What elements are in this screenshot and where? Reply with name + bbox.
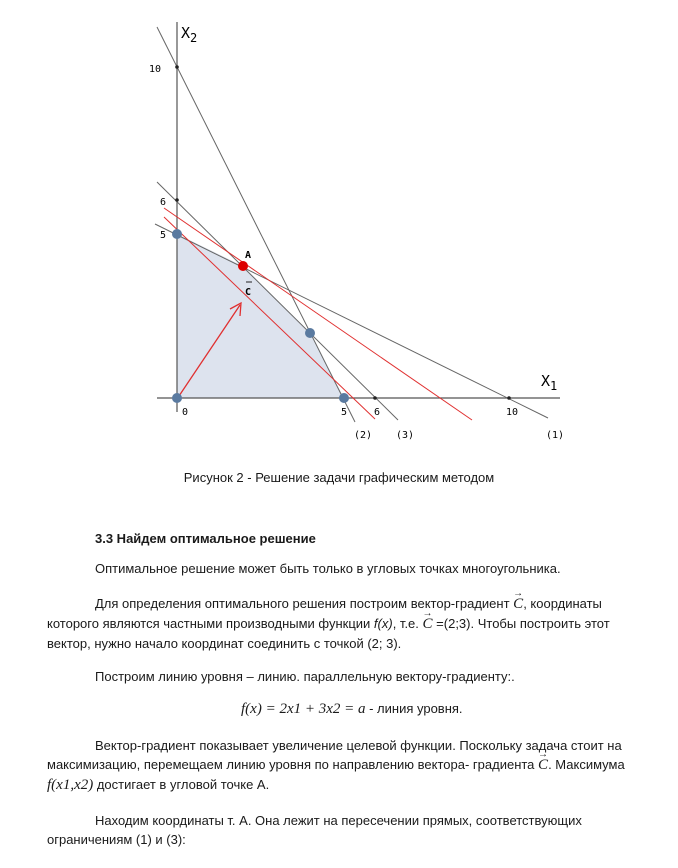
x2-axis-label: $X_2$ <box>181 24 198 45</box>
x-tick-5: 5 <box>341 407 348 418</box>
tick-dot-y6 <box>175 198 179 202</box>
x1-axis-label: $X_1$ <box>541 372 558 393</box>
paragraph-2: Для определения оптимального решения построим вектор-градиент → C, координаты которого являются частными производными функции f(x), т.е. → C =(2;3). Чтобы построить этот вектор, нужно начало координат соединить с точкой (2; 3). <box>47 594 610 653</box>
y-tick-5: 5 <box>160 230 167 241</box>
line-label-1: (1) <box>546 430 565 441</box>
tick-dot-x10 <box>507 396 511 400</box>
paragraph-1: Оптимальное решение может быть только в угловых точках многоугольника. <box>95 561 561 576</box>
line-label-2: (2) <box>354 430 373 441</box>
tick-dot-y10 <box>175 65 179 69</box>
y-tick-6: 6 <box>160 197 167 208</box>
vertex-x5 <box>339 393 349 403</box>
level-line-formula: f(x) = 2x1 + 3x2 = a <box>241 701 366 717</box>
vertex-y5 <box>172 229 182 239</box>
vertex-middle <box>305 328 315 338</box>
point-a-label: A <box>245 250 252 261</box>
paragraph-5: Находим координаты т. А. Она лежит на пересечении прямых, соответствующих ограничениям (1) и (3): <box>47 813 582 847</box>
optimal-point-a <box>238 261 248 271</box>
x-tick-0: 0 <box>182 407 189 418</box>
y-tick-10: 10 <box>149 64 162 75</box>
figure-caption: Рисунок 2 - Решение задачи графическим методом <box>183 470 495 485</box>
vertex-origin <box>172 393 182 403</box>
paragraph-3: Построим линию уровня – линию. параллельную вектору-градиенту:. <box>95 669 515 684</box>
line-label-3: (3) <box>396 430 415 441</box>
vector-label: C <box>245 287 252 298</box>
x-tick-10: 10 <box>506 407 519 418</box>
x-tick-6: 6 <box>374 407 381 418</box>
feasible-region <box>177 234 344 398</box>
paragraph-4: Вектор-градиент показывает увеличение целевой функции. Поскольку задача стоит на максимизацию, перемещаем линию уровня по направлению вектора- градиента → C. Максимума f(x1,x2) достигает в угловой точке А. <box>47 736 625 795</box>
section-title: 3.3 Найдем оптимальное решение <box>95 531 316 546</box>
formula-level-line: f(x) = 2x1 + 3x2 = a - линия уровня. <box>241 701 463 717</box>
tick-dot-x6 <box>373 396 377 400</box>
